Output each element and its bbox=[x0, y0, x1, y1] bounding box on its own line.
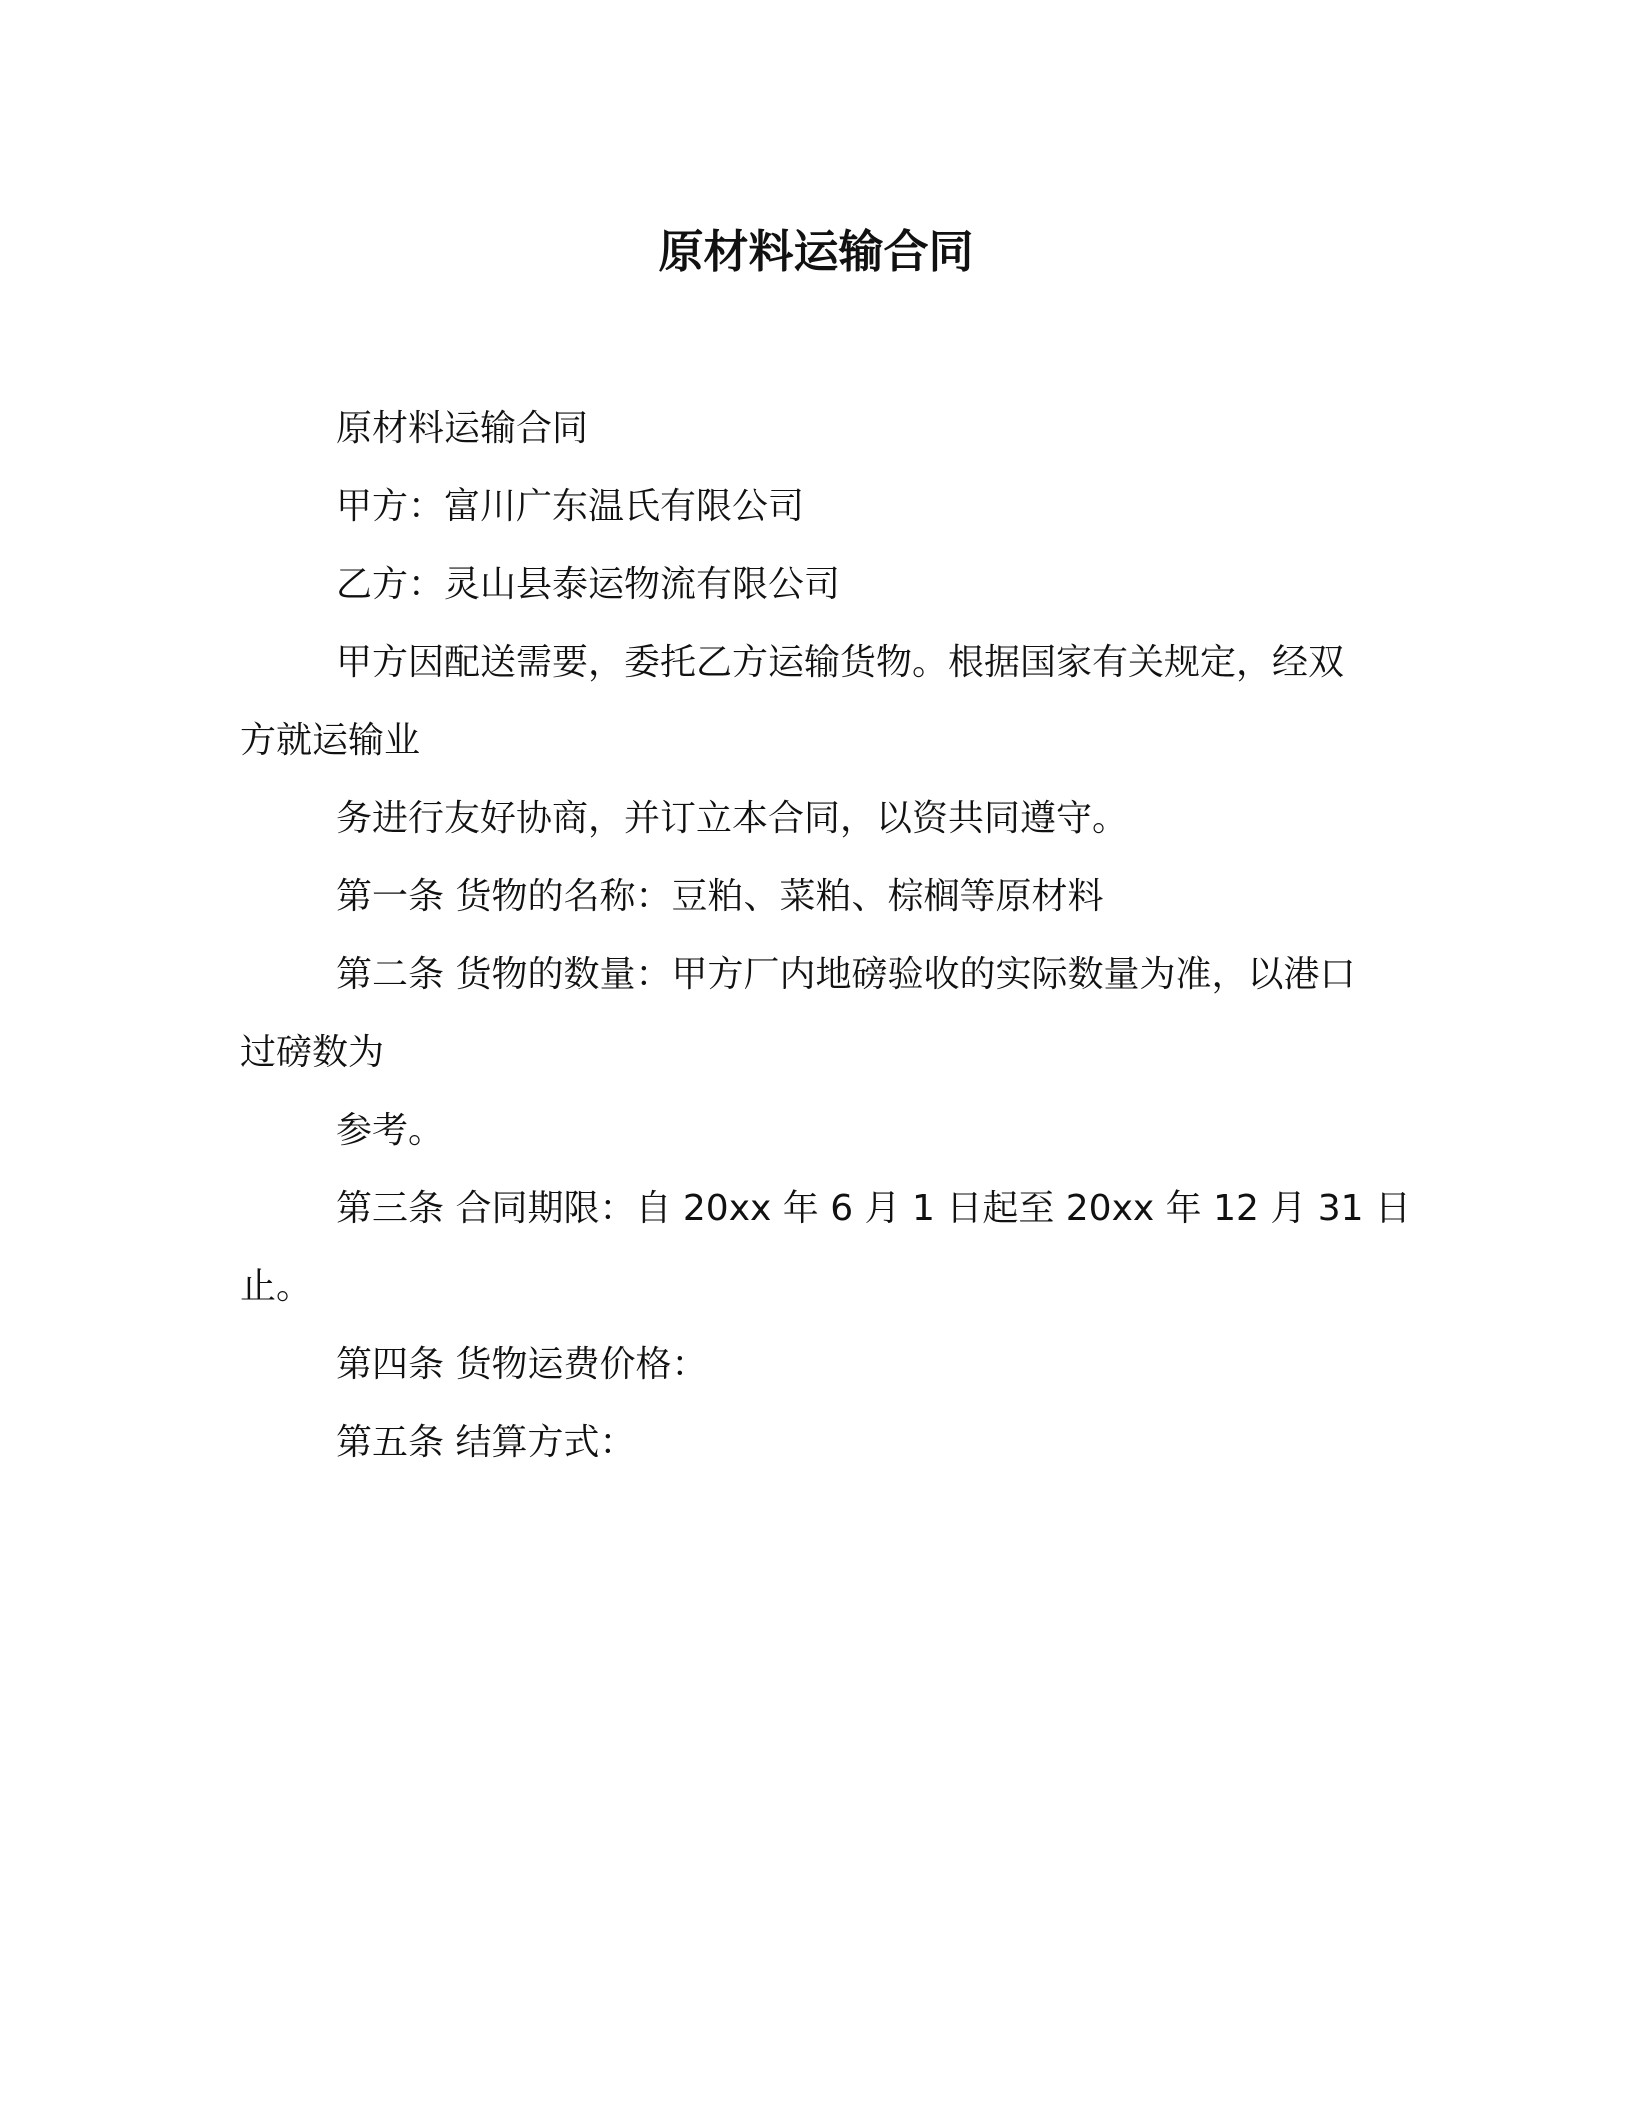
paragraph-line: 甲方因配送需要，委托乙方运输货物。根据国家有关规定，经双 bbox=[336, 642, 1345, 683]
paragraph-line-continued: 过磅数为 bbox=[240, 1032, 385, 1073]
paragraph-line: 第三条 合同期限：自 20xx 年 6 月 1 日起至 20xx 年 12 月 31 日 bbox=[336, 1188, 1412, 1229]
paragraph-line: 乙方：灵山县泰运物流有限公司 bbox=[336, 564, 841, 605]
article-3 bbox=[240, 1170, 1412, 1326]
paragraph-intro bbox=[240, 624, 1390, 780]
paragraph-party-b bbox=[240, 546, 1390, 624]
paragraph-line-continued: 方就运输业 bbox=[240, 720, 421, 761]
paragraph-line: 务进行友好协商，并订立本合同，以资共同遵守。 bbox=[336, 798, 1129, 839]
paragraph-line: 第二条 货物的数量：甲方厂内地磅验收的实际数量为准，以港口 bbox=[336, 954, 1356, 995]
paragraph-party-a bbox=[240, 468, 1390, 546]
article-2 bbox=[240, 936, 1390, 1092]
paragraph-line: 第一条 货物的名称：豆粕、菜粕、棕榈等原材料 bbox=[336, 876, 1104, 917]
paragraph-line-continued: 止。 bbox=[240, 1266, 313, 1307]
paragraph-line: 第五条 结算方式： bbox=[336, 1422, 636, 1463]
document-title: 原材料运输合同 bbox=[658, 225, 974, 278]
paragraph-line: 原材料运输合同 bbox=[336, 408, 589, 449]
paragraph-line: 参考。 bbox=[336, 1110, 445, 1151]
article-4 bbox=[240, 1326, 1390, 1404]
paragraph-line: 第四条 货物运费价格： bbox=[336, 1344, 708, 1385]
article-2-continued bbox=[240, 1092, 1390, 1170]
paragraph-line: 甲方：富川广东温氏有限公司 bbox=[336, 486, 805, 527]
article-5 bbox=[240, 1404, 1390, 1482]
document-body bbox=[240, 390, 1412, 1482]
paragraph-heading bbox=[240, 390, 1390, 468]
paragraph-intro-continued bbox=[240, 780, 1390, 858]
article-1 bbox=[240, 858, 1390, 936]
